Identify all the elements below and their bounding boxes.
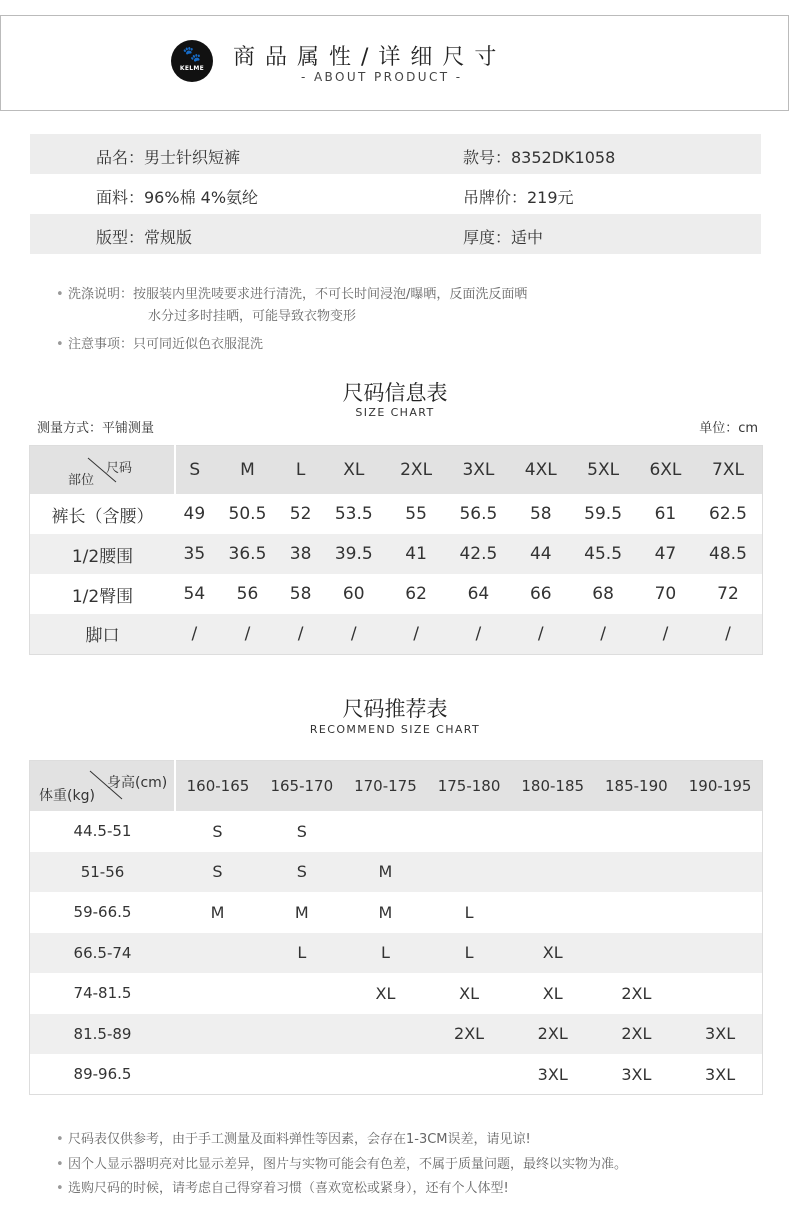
- height-header: 170-175: [344, 761, 428, 812]
- table-cell: [595, 933, 679, 974]
- recommend-table: [29, 760, 763, 1095]
- size-chart-subtitle: SIZE CHART: [355, 406, 435, 419]
- row-label: 裤长（含腰）: [51, 506, 154, 527]
- table-cell: [175, 933, 260, 974]
- table-row: [30, 494, 763, 534]
- table-cell: M: [294, 902, 309, 922]
- table-row: [30, 534, 763, 574]
- table-cell: /: [637, 614, 694, 654]
- size-header: M: [214, 446, 282, 495]
- table-cell: [595, 811, 679, 852]
- logo-text: KELME: [179, 65, 205, 72]
- table-cell: L: [464, 902, 474, 922]
- table-cell: 50.5: [228, 504, 267, 524]
- size-header: 2XL: [388, 446, 445, 495]
- table-cell: M: [378, 902, 393, 922]
- table-cell: 60: [342, 584, 365, 604]
- table-cell: 2XL: [427, 1014, 511, 1055]
- table-cell: [260, 1054, 344, 1095]
- attribute-price: 吊牌价：219元: [463, 188, 574, 207]
- table-row: [30, 933, 763, 974]
- table-cell: 38: [281, 534, 320, 574]
- table-cell: 72: [717, 584, 739, 604]
- table-cell: M: [344, 852, 428, 893]
- table-cell: 49: [183, 504, 206, 524]
- table-cell: 48.5: [694, 534, 763, 574]
- height-header: 185-190: [595, 761, 679, 812]
- table-cell: 47: [637, 534, 694, 574]
- wash-label: 洗涤说明：: [68, 287, 134, 302]
- table-cell: 2XL: [621, 983, 652, 1003]
- table-cell: [678, 973, 762, 1014]
- table-cell: 44: [512, 534, 569, 574]
- table-row: [30, 574, 763, 614]
- table-cell: [678, 892, 762, 933]
- size-header: S: [175, 446, 214, 495]
- table-cell: [175, 1054, 260, 1095]
- table-cell: 68: [592, 584, 614, 604]
- size-header: L: [281, 446, 320, 495]
- footer-note: • 选购尺码的时候，请考虑自己得穿着习惯（喜欢宽松或紧身），还有个人体型!: [56, 1181, 509, 1196]
- table-cell: 2XL: [511, 1014, 595, 1055]
- table-cell: M: [210, 902, 225, 922]
- wash-line-2: 水分过多时挂晒，可能导致衣物变形: [148, 309, 357, 324]
- table-cell: [511, 892, 595, 933]
- table-cell: /: [388, 614, 445, 654]
- table-cell: 62: [405, 584, 427, 604]
- measure-unit: 单位：cm: [699, 421, 758, 436]
- size-chart-table: [29, 445, 763, 655]
- attribute-row: [30, 134, 761, 174]
- table-cell: 36.5: [214, 534, 282, 574]
- recommend-corner-cell: [30, 761, 176, 812]
- table-cell: XL: [511, 933, 595, 974]
- weight-label: 81.5-89: [30, 1014, 176, 1055]
- table-cell: XL: [375, 983, 396, 1003]
- row-label: 脚口: [30, 614, 176, 654]
- table-cell: /: [214, 614, 282, 654]
- table-cell: 56: [236, 584, 259, 604]
- table-cell: 41: [388, 534, 445, 574]
- table-cell: S: [175, 852, 260, 893]
- height-header: 160-165: [175, 761, 260, 812]
- notice-label: 注意事项：: [68, 337, 134, 352]
- header-banner: [0, 15, 789, 111]
- footer-note: • 尺码表仅供参考，由于手工测量及面料弹性等因素，会存在1-3CM误差，请见谅!: [56, 1132, 531, 1147]
- attribute-name: 品名：男士针织短裤: [96, 148, 241, 167]
- table-cell: 59.5: [584, 504, 623, 524]
- table-cell: /: [569, 614, 637, 654]
- table-cell: /: [175, 614, 214, 654]
- table-row: [30, 973, 763, 1014]
- table-cell: 62.5: [709, 504, 747, 524]
- height-header: 180-185: [511, 761, 595, 812]
- care-notice: • 注意事项：只可同近似色衣服混洗: [56, 337, 264, 352]
- size-header: 7XL: [694, 446, 763, 495]
- size-header: 4XL: [512, 446, 569, 495]
- corner-size-label: 尺码: [106, 461, 133, 476]
- table-cell: [678, 852, 762, 893]
- weight-label: 44.5-51: [73, 822, 132, 841]
- table-cell: [344, 1054, 428, 1095]
- height-header-row: [30, 761, 763, 812]
- diagonal-divider: [30, 446, 174, 494]
- table-cell: /: [281, 614, 320, 654]
- table-cell: 52: [289, 504, 312, 524]
- table-row: [30, 892, 763, 933]
- table-cell: [260, 1014, 344, 1055]
- attribute-fit: 版型：常规版: [96, 228, 193, 247]
- table-cell: 3XL: [678, 1014, 762, 1055]
- page-subtitle: - ABOUT PRODUCT -: [301, 70, 463, 84]
- table-cell: 64: [467, 584, 490, 604]
- table-cell: [678, 933, 762, 974]
- table-cell: 3XL: [705, 1064, 736, 1084]
- table-row: [30, 614, 763, 654]
- table-cell: L: [427, 933, 511, 974]
- table-cell: 45.5: [569, 534, 637, 574]
- table-cell: XL: [459, 983, 479, 1003]
- table-cell: /: [694, 614, 763, 654]
- table-cell: 39.5: [320, 534, 388, 574]
- kelme-logo: [171, 40, 213, 82]
- table-cell: 3XL: [537, 1064, 568, 1084]
- height-header: 190-195: [678, 761, 762, 812]
- table-cell: /: [445, 614, 513, 654]
- wash-line-1: 按服装内里洗唛要求进行清洗，不可长时间浸泡/曝晒，反面洗反面晒: [133, 287, 528, 302]
- weight-label: 59-66.5: [73, 903, 132, 922]
- measure-method: 测量方式：平铺测量: [37, 421, 155, 436]
- paw-icon: 🐾: [182, 45, 202, 63]
- table-row: [30, 1014, 763, 1055]
- table-cell: 61: [654, 504, 677, 524]
- table-cell: [595, 892, 679, 933]
- table-cell: L: [260, 933, 344, 974]
- table-cell: 70: [654, 584, 677, 604]
- table-cell: [678, 811, 762, 852]
- table-cell: S: [296, 821, 307, 841]
- table-cell: L: [344, 933, 428, 974]
- table-cell: [175, 1014, 260, 1055]
- table-cell: [344, 1014, 428, 1055]
- table-cell: 54: [183, 584, 206, 604]
- table-row: [30, 1054, 763, 1095]
- table-cell: [511, 852, 595, 893]
- weight-label: 51-56: [30, 852, 176, 893]
- recommend-title: 尺码推荐表: [342, 697, 448, 721]
- attribute-style-no: 款号：8352DK1058: [463, 148, 616, 167]
- table-cell: 56.5: [459, 504, 498, 524]
- size-header: 6XL: [637, 446, 694, 495]
- attribute-thickness: 厚度：适中: [463, 228, 544, 247]
- corner-part-label: 部位: [68, 473, 95, 488]
- table-cell: [427, 852, 511, 893]
- table-cell: 66: [529, 584, 552, 604]
- table-cell: [595, 852, 679, 893]
- weight-label: 89-96.5: [73, 1065, 132, 1083]
- table-cell: 58: [529, 504, 552, 524]
- attribute-table: [30, 134, 761, 254]
- table-cell: 55: [405, 504, 427, 524]
- table-cell: 53.5: [334, 504, 373, 524]
- table-cell: [427, 811, 511, 852]
- size-chart-title: 尺码信息表: [342, 381, 448, 405]
- height-header: 175-180: [427, 761, 511, 812]
- size-header: 5XL: [569, 446, 637, 495]
- table-cell: 2XL: [595, 1014, 679, 1055]
- table-row: [30, 811, 763, 852]
- table-cell: [511, 811, 595, 852]
- weight-label: 66.5-74: [30, 933, 176, 974]
- wash-instructions: • 洗涤说明：按服装内里洗唛要求进行清洗，不可长时间浸泡/曝晒，反面洗反面晒 水分过多时挂晒，可能导致衣物变形: [56, 287, 528, 324]
- table-cell: [175, 973, 260, 1014]
- size-corner-cell: [30, 446, 176, 495]
- table-cell: S: [260, 852, 344, 893]
- footer-note: • 因个人显示器明亮对比显示差异，图片与实物可能会有色差，不属于质量问题，最终以实物为准。: [56, 1157, 628, 1172]
- height-header: 165-170: [260, 761, 344, 812]
- recommend-subtitle: RECOMMEND SIZE CHART: [309, 723, 481, 736]
- row-label: 1/2臀围: [71, 586, 134, 607]
- table-cell: [427, 1054, 511, 1095]
- table-cell: 42.5: [445, 534, 513, 574]
- table-cell: /: [320, 614, 388, 654]
- attribute-fabric: 面料：96%棉 4%氨纶: [96, 188, 259, 207]
- size-header-row: [30, 446, 763, 495]
- table-cell: XL: [542, 983, 563, 1003]
- corner-weight-label: 体重(kg): [39, 788, 95, 804]
- attribute-row: [30, 174, 761, 214]
- size-header: 3XL: [445, 446, 513, 495]
- row-label: 1/2腰围: [30, 534, 176, 574]
- table-cell: [344, 811, 428, 852]
- table-cell: /: [512, 614, 569, 654]
- table-cell: 58: [289, 584, 312, 604]
- attribute-row: [30, 214, 761, 254]
- notice-text: 只可同近似色衣服混洗: [133, 337, 264, 352]
- corner-height-label: 身高(cm): [107, 775, 168, 791]
- table-cell: 35: [175, 534, 214, 574]
- weight-label: 74-81.5: [73, 984, 132, 1003]
- table-row: [30, 852, 763, 893]
- size-header: XL: [320, 446, 388, 495]
- table-cell: S: [212, 821, 223, 841]
- table-cell: [260, 973, 344, 1014]
- page-title: 商品属性/详细尺寸: [233, 45, 507, 70]
- table-cell: 3XL: [621, 1064, 652, 1084]
